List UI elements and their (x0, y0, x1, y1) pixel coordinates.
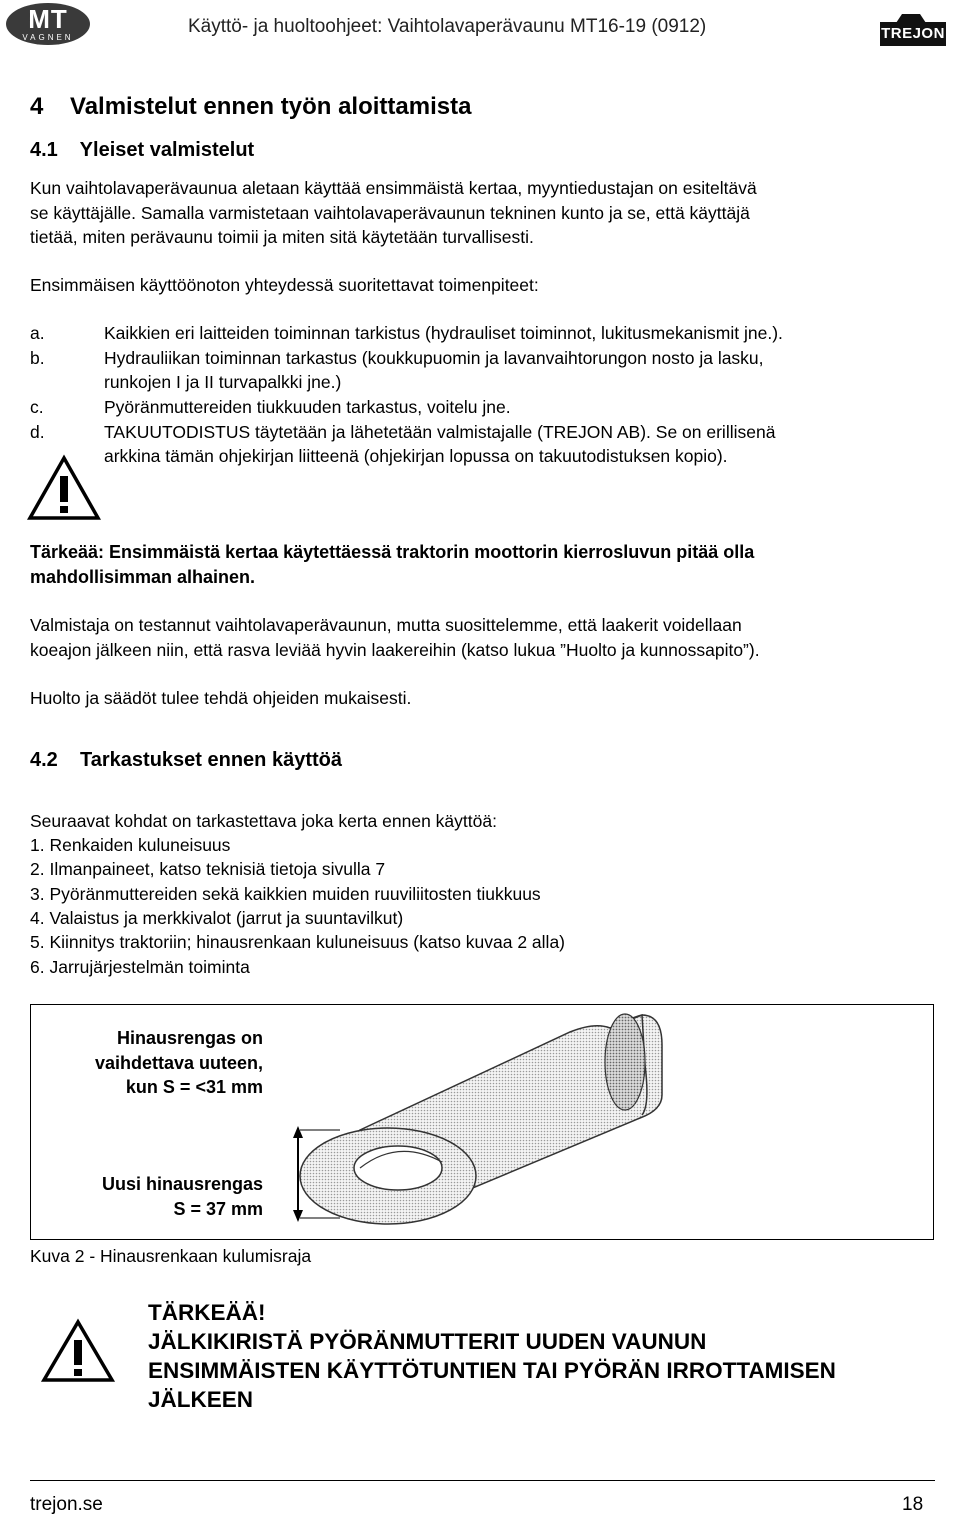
check-item: 3. Pyöränmuttereiden sekä kaikkien muiden ruuviliitosten tiukkuus (30, 884, 541, 904)
paragraph-line: koeajon jälkeen niin, että rasva leviää hyvin laakereihin (katso lukua ”Huolto ja kunnossapito”). (30, 640, 760, 660)
footer-divider (30, 1480, 935, 1481)
step-text: arkkina tämän ohjekirjan liitteenä (ohjekirjan lopussa on takuutodistuksen kopio). (104, 446, 728, 466)
new-ring-label (40, 1172, 263, 1221)
step-letter: d. (30, 422, 45, 442)
warning-triangle-icon (40, 1318, 116, 1384)
checks-intro: Seuraavat kohdat on tarkastettava joka kerta ennen käyttöä: (30, 811, 497, 831)
step-text: Kaikkien eri laitteiden toiminnan tarkistus (hydrauliset toiminnot, lukitusmekanismit jne.). (104, 323, 783, 343)
paragraph-line: Kun vaihtolavaperävaunua aletaan käyttää ensimmäistä kertaa, myyntiedustajan on esiteltävä (30, 178, 757, 198)
step-letter: a. (30, 323, 45, 343)
step-letter: b. (30, 348, 45, 368)
check-item: 4. Valaistus ja merkkivalot (jarrut ja suuntavilkut) (30, 908, 404, 928)
step-letter: c. (30, 397, 44, 417)
paragraph: Huolto ja säädöt tulee tehdä ohjeiden mukaisesti. (30, 688, 412, 708)
step-text: runkojen I ja II turvapalkki jne.) (104, 372, 342, 392)
check-item: 1. Renkaiden kuluneisuus (30, 835, 231, 855)
new-ring-label-line: Uusi hinausrengas (101, 1174, 263, 1194)
step-text: Pyöränmuttereiden tiukkuuden tarkastus, voitelu jne. (104, 397, 511, 417)
warning-line: JÄLKIKIRISTÄ PYÖRÄNMUTTERIT UUDEN VAUNUN (148, 1329, 707, 1354)
worn-ring-label-line: vaihdettava uuteen, (94, 1052, 263, 1073)
mt-vagnen-logo (6, 3, 90, 45)
footer-site: trejon.se (30, 1494, 103, 1515)
check-item: 6. Jarrujärjestelmän toiminta (30, 957, 250, 977)
check-item: 2. Ilmanpaineet, katso teknisiä tietoja sivulla 7 (30, 859, 386, 879)
step-text: TAKUUTODISTUS täytetään ja lähetetään valmistajalle (TREJON AB). Se on erillisenä (104, 422, 776, 442)
logo-mt-text: MT (28, 4, 68, 34)
section-heading: 4 Valmistelut ennen työn aloittamista (30, 93, 472, 120)
figure-caption: Kuva 2 - Hinausrenkaan kulumisraja (30, 1246, 312, 1266)
warning-line: JÄLKEEN (148, 1387, 254, 1412)
warning-line: TÄRKEÄÄ! (148, 1300, 266, 1325)
paragraph-line: tietää, miten perävaunu toimii ja miten sitä käytetään turvallisesti. (30, 227, 534, 247)
paragraph-line: se käyttäjälle. Samalla varmistetaan vaihtolavaperävaunun tekninen kunto ja se, että käyttäjä (30, 203, 750, 223)
towing-eye-illustration (270, 1010, 680, 1232)
subsection-heading-4-2: 4.2 Tarkastukset ennen käyttöä (30, 749, 342, 771)
warning-triangle-icon (26, 454, 102, 522)
warning-block (148, 1298, 836, 1414)
step-text: Hydrauliikan toiminnan tarkastus (koukkupuomin ja lavanvaihtorungon nosto ja lasku, (104, 348, 764, 368)
important-note-line: mahdollisimman alhainen. (30, 567, 256, 587)
check-item: 5. Kiinnitys traktoriin; hinausrenkaan kuluneisuus (katso kuvaa 2 alla) (30, 932, 566, 952)
worn-ring-label (40, 1026, 263, 1100)
important-note-line: Tärkeää: Ensimmäistä kertaa käytettäessä traktorin moottorin kierrosluvun pitää olla (30, 542, 755, 562)
footer-page-number: 18 (902, 1494, 924, 1515)
trejon-logo: TREJON (880, 22, 946, 46)
paragraph-line: Valmistaja on testannut vaihtolavaperävaunun, mutta suosittelemme, että laakerit voidellaan (30, 615, 742, 635)
subsection-heading-4-1: 4.1 Yleiset valmistelut (30, 139, 255, 161)
steps-intro: Ensimmäisen käyttöönoton yhteydessä suoritettavat toimenpiteet: (30, 275, 539, 295)
new-ring-label-line: S = 37 mm (173, 1198, 263, 1219)
logo-vagnen-text: VAGNEN (22, 33, 74, 42)
worn-ring-label-line: Hinausrengas on (116, 1028, 263, 1048)
warning-line: ENSIMMÄISTEN KÄYTTÖTUNTIEN TAI PYÖRÄN IRROTTAMISEN (148, 1358, 836, 1383)
worn-ring-label-line: kun S = <31 mm (125, 1077, 263, 1097)
header-title: Käyttö- ja huoltoohjeet: Vaihtolavaperävaunu MT16-19 (0912) (188, 16, 707, 37)
